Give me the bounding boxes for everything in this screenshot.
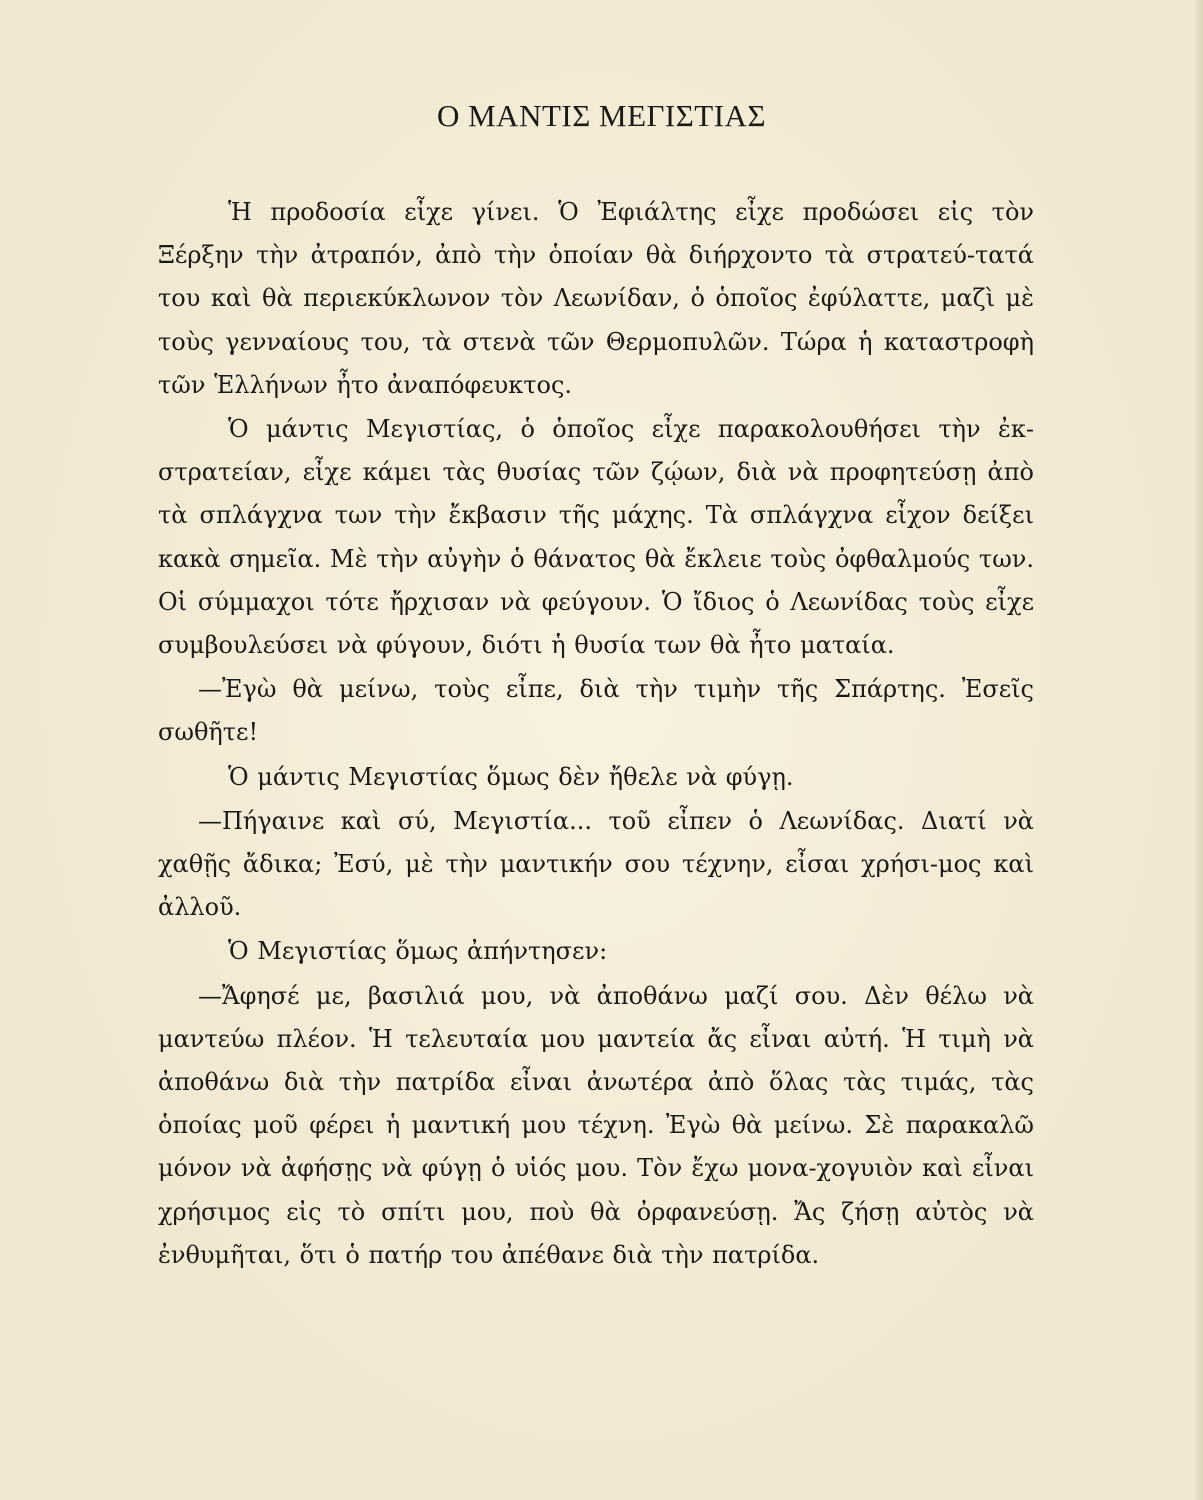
paragraph-leonidas-speech: —Ἐγὼ θὰ μείνω, τοὺς εἶπε, διὰ τὴν τιμὴν τῆς Σπάρτης. Ἐσεῖς σωθῆτε! bbox=[158, 675, 1034, 747]
chapter-body bbox=[158, 191, 1034, 1277]
paragraph-seer-answers: Ὁ Μεγιστίας ὅμως ἀπήντησεν: bbox=[228, 937, 608, 966]
paragraph-seer-sacrifice: Ὁ μάντις Μεγιστίας, ὁ ὁποῖος εἶχε παρακολουθήσει τὴν ἐκ-στρατείαν, εἶχε κάμει τὰς θυσίας τῶν ζῴων, διὰ νὰ προφητεύσῃ ἀπὸ τὰ σπλάγχνα των τὴν ἔκβασιν τῆς μάχης. Τὰ σπλάγχνα εἶχον δείξει κακὰ σημεῖα. Μὲ τὴν αὐγὴν ὁ θάνατος θὰ ἔκλειε τοὺς ὀφθαλμούς των. Οἱ σύμμαχοι τότε ἤρχισαν νὰ φεύγουν. Ὁ ἴδιος ὁ Λεωνίδας τοὺς εἶχε συμβουλεύσει νὰ φύγουν, διότι ἡ θυσία των θὰ ἦτο ματαία. bbox=[158, 415, 1034, 660]
paragraph-leonidas-urges: —Πήγαινε καὶ σύ, Μεγιστία... τοῦ εἶπεν ὁ Λεωνίδας. Διατί νὰ χαθῇς ἄδικα; Ἐσύ, μὲ τὴν μαντικήν σου τέχνην, εἶσαι χρήσι-μος καὶ ἀλλοῦ. bbox=[158, 806, 1034, 922]
paragraph-seer-refuses: Ὁ μάντις Μεγιστίας ὅμως δὲν ἤθελε νὰ φύγῃ. bbox=[228, 762, 794, 791]
chapter-title: Ο ΜΑΝΤΙΣ ΜΕΓΙΣΤΙΑΣ bbox=[436, 98, 766, 133]
paragraph-seer-speech: —Ἄφησέ με, βασιλιά μου, νὰ ἀποθάνω μαζί σου. Δὲν θέλω νὰ μαντεύω πλέον. Ἡ τελευταία μου μαντεία ἄς εἶναι αὐτή. Ἡ τιμὴ νὰ ἀποθάνω διὰ τὴν πατρίδα εἶναι ἀνωτέρα ἀπὸ ὅλας τὰς τιμάς, τὰς ὁποίας μοῦ φέρει ἡ μαντική μου τέχνη. Ἐγὼ θὰ μείνω. Σὲ παρακαλῶ μόνον νὰ ἀφήσῃς νὰ φύγῃ ὁ υἱός μου. Τὸν ἔχω μονα-χογυιὸν καὶ εἶναι χρήσιμος εἰς τὸ σπίτι μου, ποὺ θὰ ὀρφανεύσῃ. Ἄς ζήσῃ αὐτὸς νὰ ἐνθυμῆται, ὅτι ὁ πατήρ του ἀπέθανε διὰ τὴν πατρίδα. bbox=[158, 981, 1034, 1269]
page-edge-shadow bbox=[1193, 0, 1203, 1500]
paragraph-betrayal: Ἡ προδοσία εἶχε γίνει. Ὁ Ἐφιάλτης εἶχε προδώσει εἰς τὸν Ξέρξην τὴν ἀτραπόν, ἀπὸ τὴν ὁποίαν θὰ διήρχοντο τὰ στρατεύ-τατά του καὶ θὰ περιεκύκλωνον τὸν Λεωνίδαν, ὁ ὁποῖος ἐφύλαττε, μαζὶ μὲ τοὺς γενναίους του, τὰ στενὰ τῶν Θερμοπυλῶν. Τώρα ἡ καταστροφὴ τῶν Ἑλλήνων ἦτο ἀναπόφευκτος. bbox=[158, 198, 1034, 399]
